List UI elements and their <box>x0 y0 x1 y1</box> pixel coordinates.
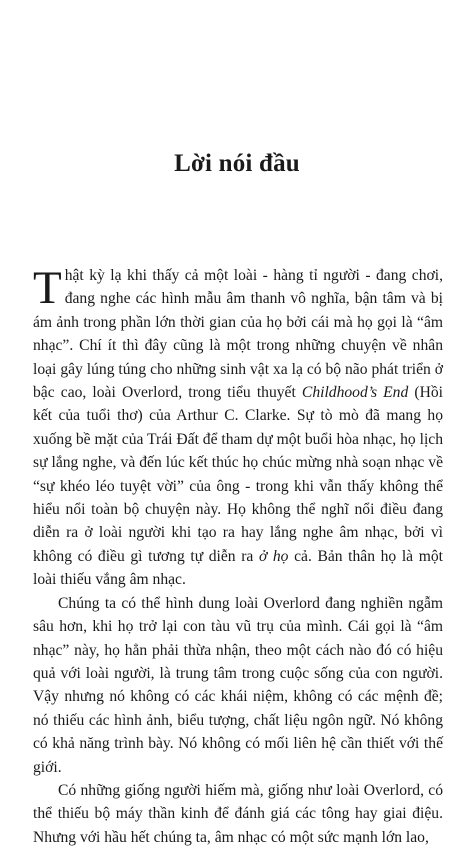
paragraph-3: Có những giống người hiếm mà, giống như loài Overlord, có thể thiếu bộ máy thần kinh để đánh giá các tông hay giai điệu. Nhưng với hầu hết chúng ta, âm nhạc có một sức mạnh lớn lao, <box>33 781 443 846</box>
paragraph-1-text-c: cả. Bản thân họ là một loài thiếu vắng âm nhạc. <box>33 547 443 589</box>
emphasis-italic: ở họ <box>258 547 289 565</box>
paragraph-1 <box>33 264 443 592</box>
paragraph-2: Chúng ta có thể hình dung loài Overlord đang nghiền ngẫm sâu hơn, khi họ trở lại con tàu vũ trụ của mình. Cái gọi là “âm nhạc” này, họ hẳn phải thừa nhận, theo một cách nào đó có hiệu quả với loài người, là trung tâm trong cuộc sống của con người. Vậy nhưng nó không có các khái niệm, không có các mệnh đề; nó thiếu các hình ảnh, biểu tượng, chất liệu ngôn ngữ. Nó không có khả năng trình bày. Nó không có mối liên hệ cần thiết với thế giới. <box>33 594 443 776</box>
paragraph-1-text-a: hật kỳ lạ khi thấy cả một loài - hàng tỉ người - đang chơi, đang nghe các hình mẫu âm thanh vô nghĩa, bận tâm và bị ám ảnh trong phần lớn thời gian của họ bởi cái mà họ gọi là “âm nhạc”. Chí ít thì đây cũng là một trong những chuyện về nhân loại gây lúng túng cho những sinh vật xa lạ có bộ não phát triển ở bậc cao, loài Overlord, trong tiểu thuyết <box>33 267 443 402</box>
body-text <box>33 264 443 849</box>
book-title-italic: Childhood’s End <box>301 384 409 402</box>
chapter-title: Lời nói đầu <box>174 150 300 177</box>
drop-cap: T <box>33 262 62 314</box>
paragraph-1-text-b: (Hồi kết của tuổi thơ) của Arthur C. Clarke. Sự tò mò đã mang họ xuống bề mặt của Trái Đất để tham dự một buổi hòa nhạc, họ lịch sự lắng nghe, và đến lúc kết thúc họ chúc mừng nhà soạn nhạc về “sự khéo léo tuyệt vời” của ông - trong khi vẫn thấy không thể hiểu nổi toàn bộ chuyện này. Họ không thể nghĩ nổi điều đang diễn ra ở loài người khi tạo ra hay lắng nghe âm nhạc, bởi vì không có điều gì tương tự diễn ra <box>33 384 443 565</box>
